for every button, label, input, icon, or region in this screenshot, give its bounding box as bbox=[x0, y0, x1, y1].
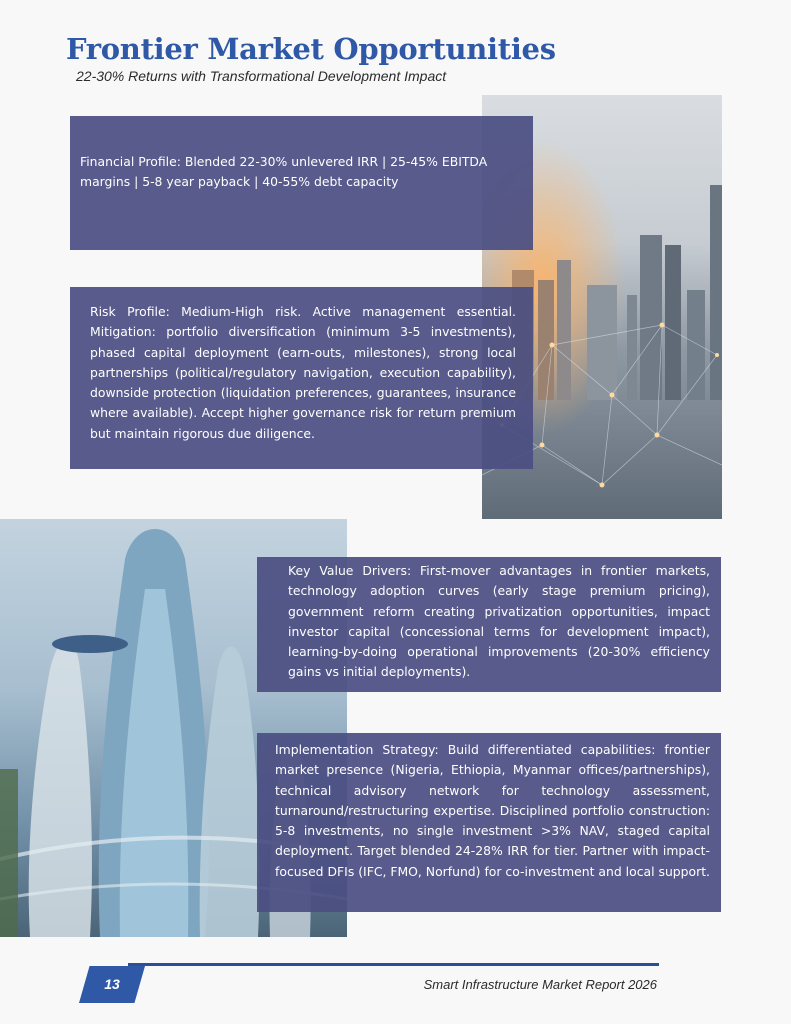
page-title: Frontier Market Opportunities bbox=[66, 32, 556, 66]
implementation-strategy-box bbox=[257, 733, 721, 912]
risk-profile-text: Risk Profile: Medium-High risk. Active management essential. Mitigation: portfolio diversification (minimum 3-5 investments), phased capital deployment (earn-outs, milestones), strong local partnerships (political/regulatory navigation, execution capability), downside protection (liquidation preferences, guarantees, insurance where available). Accept higher governance risk for return premium but maintain rigorous due diligence. bbox=[90, 304, 516, 441]
key-value-drivers-text: Key Value Drivers: First-mover advantages in frontier markets, technology adoption curves (early stage premium pricing), government reform creating privatization opportunities, impact investor capital (concessional terms for development impact), learning-by-doing operational improvements (20-30% efficiency gains vs initial deployments). bbox=[288, 563, 710, 680]
financial-profile-text: Financial Profile: Blended 22-30% unlevered IRR | 25-45% EBITDA margins | 5-8 year payback | 40-55% debt capacity bbox=[80, 154, 488, 190]
key-value-drivers-box bbox=[257, 557, 721, 692]
page-number: 13 bbox=[104, 976, 120, 992]
financial-profile-box bbox=[70, 116, 533, 250]
implementation-strategy-text: Implementation Strategy: Build differentiated capabilities: frontier market presence (Nigeria, Ethiopia, Myanmar offices/partnerships), technical advisory network for technology assessment, turnaround/restructuring expertise. Disciplined portfolio construction: 5-8 investments, no single investment >3% NAV, staged capital deployment. Target blended 24-28% IRR for tier. Partner with impact-focused DFIs (IFC, FMO, Norfund) for co-investment and local support. bbox=[275, 742, 710, 879]
risk-profile-box bbox=[70, 287, 533, 469]
report-name: Smart Infrastructure Market Report 2026 bbox=[423, 977, 657, 992]
footer-divider bbox=[128, 963, 659, 966]
page-subtitle: 22-30% Returns with Transformational Development Impact bbox=[76, 68, 447, 84]
